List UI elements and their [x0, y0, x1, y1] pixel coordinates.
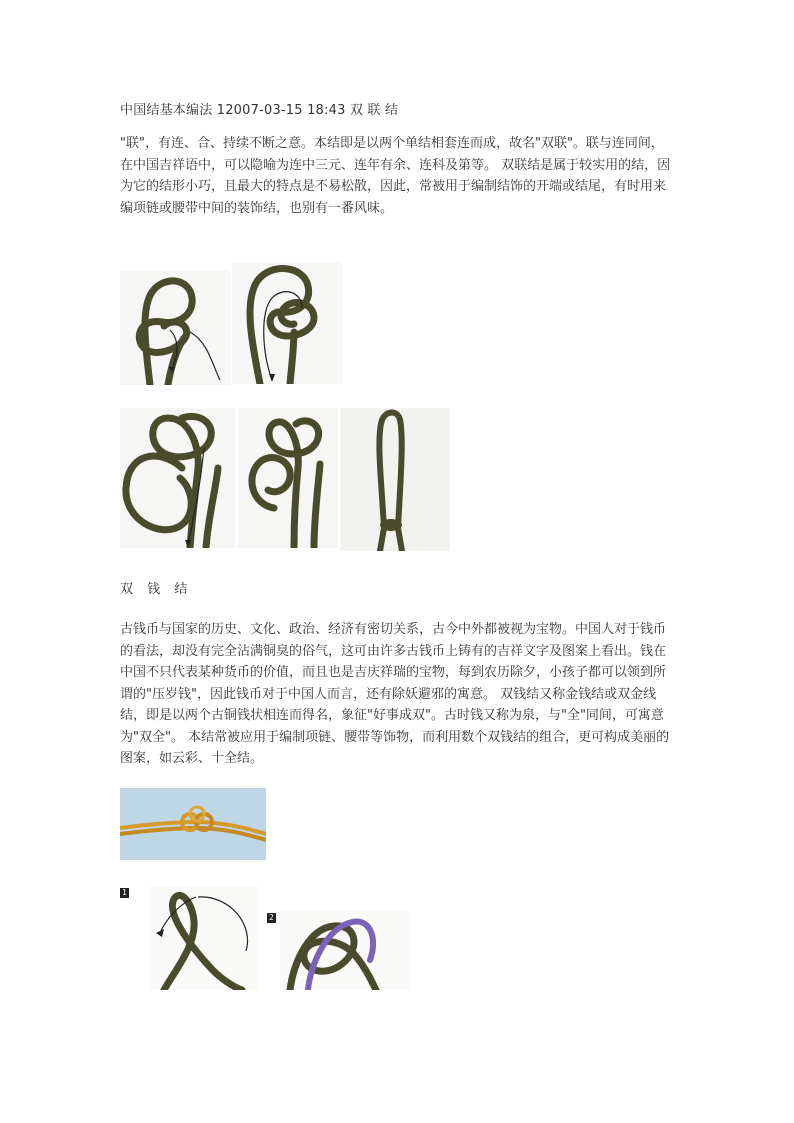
step-number-1: 1	[122, 888, 127, 897]
knot-photo-step-4	[238, 408, 338, 548]
paragraph-double-connection-knot: "联"，有连、合、持续不断之意。本结即是以两个单结相套连而成，故名"双联"。联与连同间，在中国吉祥语中，可以隐喻为连中三元、连年有余、连科及第等。 双联结是属于较实用的结，因为它的结形小巧，且最大的特点是不易松散，因此，常被用于编制结饰的开端或结尾，有时用来编项链或腰带中间的装饰结，也别有一番风味。	[120, 136, 671, 216]
knot-photo-step-3	[120, 408, 235, 548]
section-heading-double-coin-knot: 双 钱 结	[120, 582, 193, 597]
knot-photo-step-2	[232, 262, 342, 384]
paragraph-double-coin-knot: 古钱币与国家的历史、文化、政治、经济有密切关系，古今中外都被视为宝物。中国人对于钱币的看法，却没有完全沾满铜臭的俗气，这可由许多古钱币上铸有的吉祥文字及图案上看出。钱在中国不只代表某种货币的价值，而且也是吉庆祥瑞的宝物，每到农历除夕，小孩子都可以领到所谓的"压岁钱"，因此钱币对于中国人而言，还有除妖避邪的寓意。 双钱结又称金钱结或双金线结，即是以两个古铜钱状相连而得名，象征"好事成双"。古时钱又称为泉，与"全"同间，可寓意为"双全"。 本结常被应用于编制项链、腰带等饰物，而利用数个双钱结的组合，更可构成美丽的图案，如云彩、十全结。	[120, 622, 670, 766]
page-title: 中国结基本编法 12007-03-15 18:43 双 联 结	[120, 103, 399, 118]
knot-photo-finished-double-connection	[340, 408, 450, 551]
double-coin-step-1-photo	[150, 885, 258, 990]
knot-photo-step-1	[120, 270, 230, 385]
step-number-2: 2	[269, 913, 274, 922]
gold-double-coin-knot-photo	[120, 788, 266, 860]
double-coin-step-2-photo	[280, 910, 410, 990]
